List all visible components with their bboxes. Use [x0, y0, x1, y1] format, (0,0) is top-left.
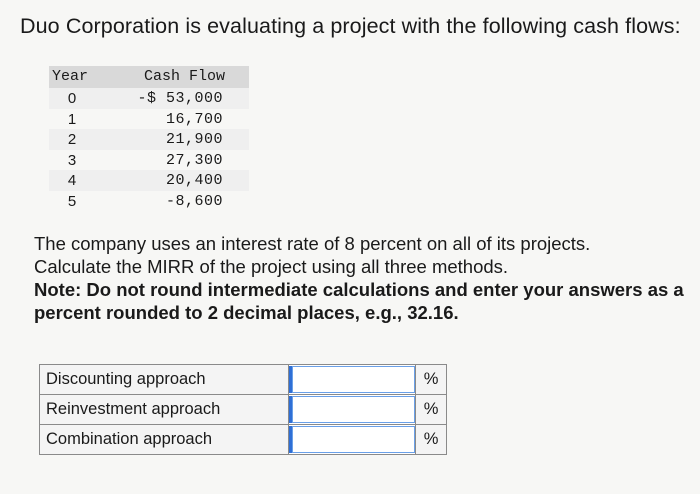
percent-sign: %: [416, 365, 447, 395]
cash-flow-cell: 16,700: [165, 110, 223, 128]
question-title: Duo Corporation is evaluating a project with the following cash flows:: [20, 14, 681, 38]
combination-approach-input[interactable]: [289, 426, 415, 453]
rounding-note: Note: Do not round intermediate calculations and enter your answers as a percent rounded to 2 decimal places, e.g., 32.16.: [34, 279, 684, 323]
cash-flow-row: [49, 150, 249, 171]
cash-flow-row: [49, 88, 249, 109]
discounting-approach-label: Discounting approach: [40, 365, 289, 395]
discounting-input-cell: [289, 365, 416, 395]
combination-input-cell: [289, 425, 416, 455]
interest-rate-sentence: The company uses an interest rate of 8 percent on all of its projects.: [34, 233, 591, 254]
instruction-sentence: Calculate the MIRR of the project using all three methods.: [34, 256, 509, 277]
cash-flow-row: [49, 129, 249, 150]
cash-flow-table: [49, 66, 249, 212]
year-column-header: Year: [52, 68, 89, 85]
reinvestment-approach-input[interactable]: [289, 396, 415, 423]
answer-row-reinvestment: [40, 395, 447, 425]
year-cell: 4: [67, 172, 77, 190]
cash-flow-cell: -8,600: [165, 192, 223, 210]
cash-flow-row: [49, 109, 249, 130]
answer-table: [39, 364, 447, 455]
year-cell: 0: [67, 90, 77, 107]
discounting-approach-input[interactable]: [289, 366, 415, 393]
cash-flow-table-body: [49, 88, 249, 212]
year-cell: 2: [67, 131, 77, 149]
reinvestment-approach-label: Reinvestment approach: [40, 395, 289, 425]
year-cell: 5: [67, 192, 77, 210]
year-cell: 3: [67, 151, 77, 169]
cash-flow-row: [49, 170, 249, 191]
percent-sign: %: [416, 395, 447, 425]
combination-approach-label: Combination approach: [40, 425, 289, 455]
cash-flow-column-header: Cash Flow: [143, 68, 225, 85]
cash-flow-cell: -$ 53,000: [137, 90, 223, 107]
year-cell: 1: [67, 110, 77, 128]
cash-flow-cell: 27,300: [165, 151, 223, 169]
reinvestment-input-cell: [289, 395, 416, 425]
answer-row-combination: [40, 425, 447, 455]
answer-row-discounting: [40, 365, 447, 395]
cash-flow-cell: 21,900: [165, 131, 223, 149]
question-text: [34, 232, 684, 324]
cash-flow-table-header: [49, 66, 249, 88]
percent-sign: %: [416, 425, 447, 455]
cash-flow-row: [49, 191, 249, 212]
cash-flow-cell: 20,400: [165, 172, 223, 190]
